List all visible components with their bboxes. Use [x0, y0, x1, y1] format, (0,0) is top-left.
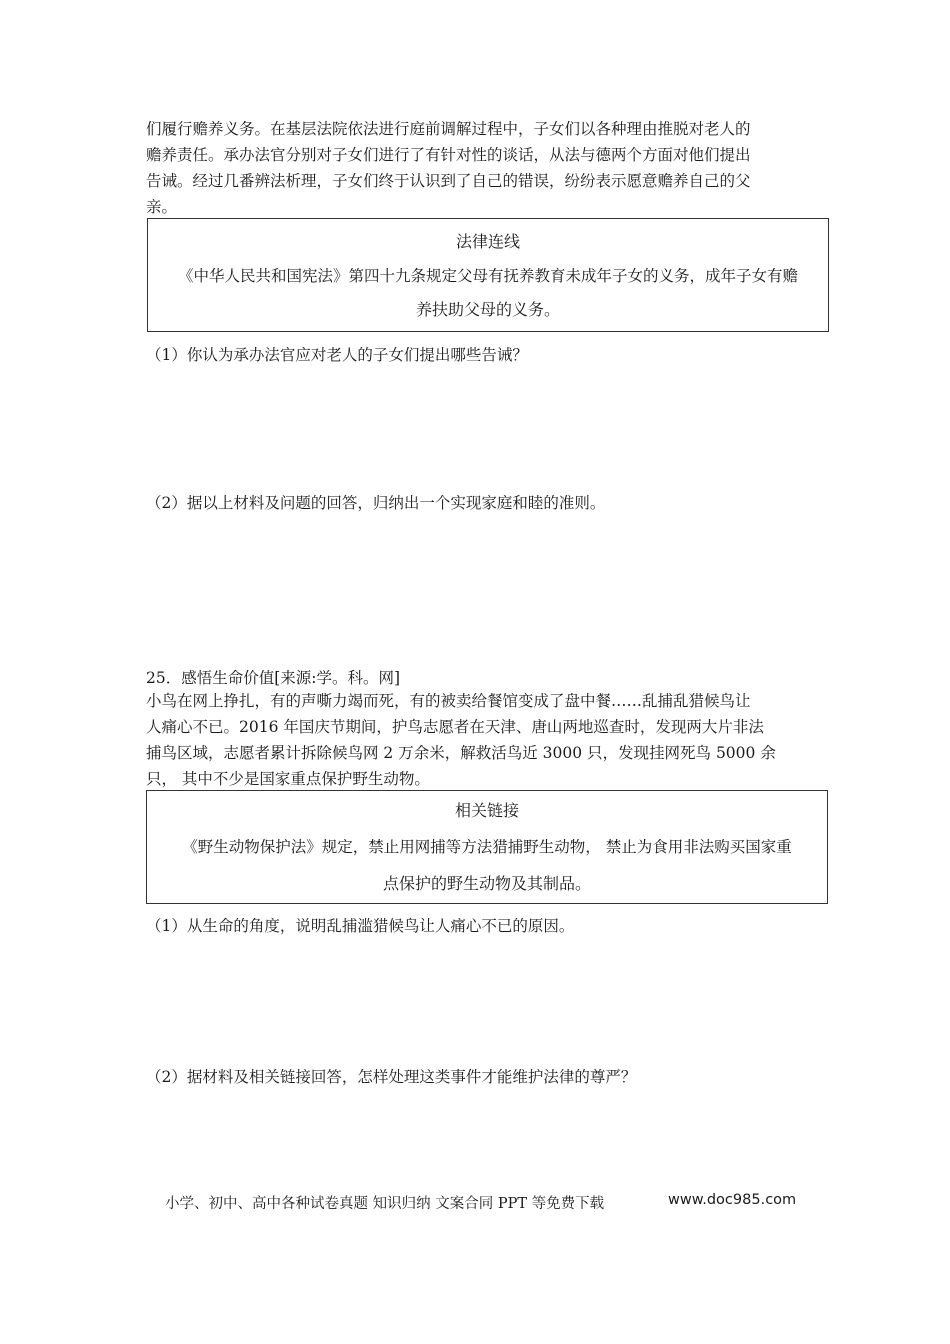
law-box-line: 养扶助父母的义务。 [415, 300, 560, 319]
link-box-line: 点保护的野生动物及其制品。 [382, 874, 591, 893]
q25-paragraph [146, 688, 814, 792]
footer-url: www.doc985.com [668, 1192, 797, 1208]
q25-line: 捕鸟区域，志愿者累计拆除候鸟网 2 万余米，解救活鸟近 3000 只，发现挂网死鸟 5000 余 [146, 744, 776, 762]
footer-text: 小学、初中、高中各种试卷真题 知识归纳 文案合同 PPT 等免费下载 [165, 1196, 605, 1212]
question-24-1: （1）你认为承办法官应对老人的子女们提出哪些告诫？ [146, 346, 528, 364]
intro-line: 们履行赡养义务。在基层法院依法进行庭前调解过程中，子女们以各种理由推脱对老人的 [146, 120, 751, 138]
law-link-box [147, 218, 829, 332]
question-24-2: （2）据以上材料及问题的回答，归纳出一个实现家庭和睦的准则。 [146, 494, 606, 512]
link-box-line: 《野生动物保护法》规定，禁止用网捕等方法猎捕野生动物， 禁止为食用非法购买国家重 [182, 838, 792, 856]
question-25-heading: 25．感悟生命价值[来源:学。科。网] [146, 669, 401, 687]
q25-line: 小鸟在网上挣扎，有的声嘶力竭而死，有的被卖给餐馆变成了盘中餐……乱捕乱猎候鸟让 [146, 692, 751, 710]
law-box-line: 《中华人民共和国宪法》第四十九条规定父母有抚养教育未成年子女的义务，成年子女有赡 [177, 267, 798, 285]
intro-line: 亲。 [146, 198, 178, 216]
q25-line: 只， 其中不少是国家重点保护野生动物。 [146, 770, 430, 788]
question-25-1: （1）从生命的角度，说明乱捕滥猎候鸟让人痛心不已的原因。 [146, 917, 575, 935]
related-link-box [146, 790, 828, 904]
question-25-2: （2）据材料及相关链接回答，怎样处理这类事件才能维护法律的尊严？ [146, 1068, 637, 1086]
link-box-title: 相关链接 [454, 801, 519, 820]
intro-line: 赡养责任。承办法官分别对子女们进行了有针对性的谈话，从法与德两个方面对他们提出 [146, 146, 751, 164]
q25-line: 人痛心不已。2016 年国庆节期间，护鸟志愿者在天津、唐山两地巡查时，发现两大片非法 [146, 718, 764, 736]
intro-line: 告诫。经过几番辨法析理，子女们终于认识到了自己的错误，纷纷表示愿意赡养自己的父 [146, 172, 751, 190]
law-box-title: 法律连线 [455, 232, 520, 251]
intro-paragraph [146, 116, 814, 220]
